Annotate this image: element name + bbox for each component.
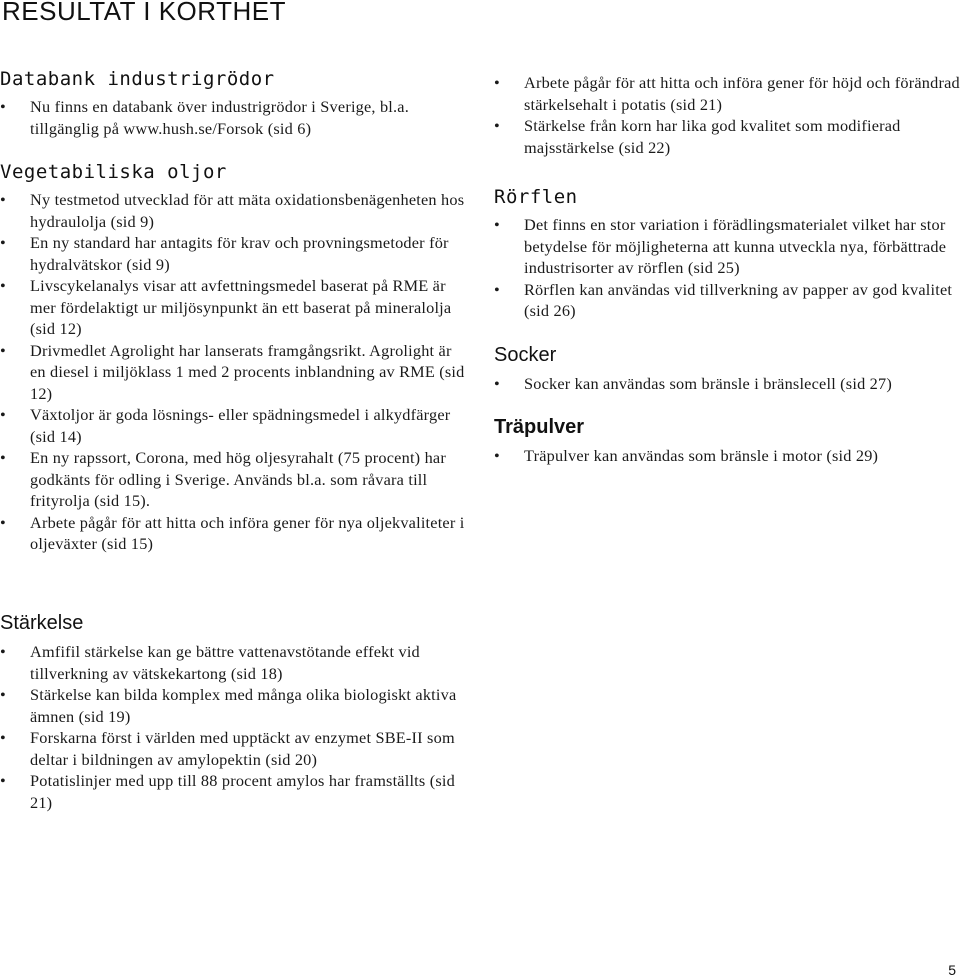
list-item — [0, 770, 470, 813]
databank-list — [0, 96, 470, 139]
bullet-icon: • — [494, 279, 500, 299]
list-item-text: Arbete pågår för att hitta och införa gener för nya oljekvaliteter i oljeväxter (sid 15) — [30, 512, 465, 553]
list-item — [0, 340, 470, 405]
section-rorflen — [494, 186, 960, 322]
list-item-text: Nu finns en databank över industrigrödor i Sverige, bl.a. tillgänglig på www.hush.se/Forsok (sid 6) — [30, 97, 409, 138]
section-databank — [0, 68, 470, 139]
list-item-text: En ny standard har antagits för krav och provningsmetoder för hydralvätskor (sid 9) — [30, 233, 449, 274]
vegetabiliska-list — [0, 189, 470, 555]
list-item-text: Potatislinjer med upp till 88 procent amylos har framställts (sid 21) — [30, 771, 455, 812]
bullet-icon: • — [0, 642, 6, 661]
bullet-icon: • — [494, 116, 500, 135]
list-item — [0, 404, 470, 447]
starkelse-list — [0, 641, 470, 813]
bullet-icon: • — [494, 73, 500, 92]
list-item-text: Träpulver kan användas som bränsle i motor (sid 29) — [524, 446, 879, 465]
list-item-text: Stärkelse kan bilda komplex med många olika biologiskt aktiva ämnen (sid 19) — [30, 685, 457, 726]
list-item — [494, 72, 960, 115]
bullet-icon: • — [0, 728, 6, 747]
bullet-icon: • — [494, 215, 500, 234]
list-item-text: Stärkelse från korn har lika god kvalitet som modifierad majsstärkelse (sid 22) — [524, 116, 901, 157]
list-item — [0, 684, 470, 727]
socker-list — [494, 373, 960, 395]
list-item — [494, 445, 960, 467]
list-item-text: Livscykelanalys visar att avfettningsmedel baserat på RME är mer fördelaktigt ur miljösynpunkt än ett baserat på mineralolja (sid 12) — [30, 276, 452, 338]
list-item — [0, 275, 470, 340]
list-item-text: Forskarna först i världen med upptäckt av enzymet SBE-II som deltar i bildningen av amylopektin (sid 20) — [30, 728, 455, 769]
bullet-icon: • — [0, 448, 6, 467]
list-item — [0, 232, 470, 275]
list-item-text: Växtoljor är goda lösnings- eller spädningsmedel i alkydfärger (sid 14) — [30, 405, 451, 446]
list-item-text: Amfifil stärkelse kan ge bättre vattenavstötande effekt vid tillverkning av vätskekartong (sid 18) — [30, 642, 420, 683]
list-item-text: Ny testmetod utvecklad för att mäta oxidationsbenägenheten hos hydraulolja (sid 9) — [30, 190, 465, 231]
list-item-text: Socker kan användas som bränsle i bränslecell (sid 27) — [524, 373, 892, 393]
list-item-text: Arbete pågår för att hitta och införa gener för höjd och förändrad stärkelsehalt i potatis (sid 21) — [524, 73, 960, 114]
list-item — [0, 727, 470, 770]
bullet-icon: • — [494, 373, 500, 393]
list-item — [0, 189, 470, 232]
left-column-bottom — [0, 612, 470, 813]
rorflen-list — [494, 214, 960, 322]
bullet-icon: • — [0, 512, 6, 532]
right-column — [494, 72, 960, 467]
list-item — [0, 447, 470, 512]
section-socker — [494, 344, 960, 395]
starkelse-continued-list — [494, 72, 960, 158]
bullet-icon: • — [0, 276, 6, 295]
trapulver-list — [494, 445, 960, 467]
list-item-text: Drivmedlet Agrolight har lanserats framgångsrikt. Agrolight är en diesel i miljöklass 1 med 2 procents inblandning av RME (sid 12) — [30, 340, 465, 403]
bullet-icon: • — [0, 97, 6, 116]
bullet-icon: • — [0, 405, 6, 424]
section-heading-trapulver: Träpulver — [494, 416, 585, 438]
bullet-icon: • — [0, 340, 6, 360]
bullet-icon: • — [0, 233, 6, 252]
section-heading-rorflen: Rörflen — [494, 186, 578, 208]
page-title: RESULTAT I KORTHET — [2, 0, 286, 26]
section-heading-databank: Databank industrigrödor — [0, 68, 275, 90]
section-heading-starkelse: Stärkelse — [0, 612, 84, 634]
bullet-icon: • — [494, 446, 500, 465]
bullet-icon: • — [0, 685, 6, 704]
list-item — [494, 373, 960, 395]
section-starkelse-continued — [494, 72, 960, 158]
page-number: 5 — [948, 962, 956, 978]
left-column — [0, 68, 470, 555]
section-vegetabiliska-oljor — [0, 161, 470, 555]
list-item — [494, 214, 960, 279]
bullet-icon: • — [0, 190, 6, 209]
section-heading-vegetabiliska-oljor: Vegetabiliska oljor — [0, 161, 227, 183]
list-item — [494, 115, 960, 158]
bullet-icon: • — [0, 771, 6, 790]
list-item — [494, 279, 960, 322]
list-item-text: Rörflen kan användas vid tillverkning av papper av god kvalitet (sid 26) — [524, 279, 953, 320]
list-item-text: Det finns en stor variation i förädlingsmaterialet vilket har stor betydelse för möjligheterna att kunna utveckla nya, förbättrade industrisorter av rörflen (sid 25) — [524, 215, 947, 277]
section-starkelse — [0, 612, 470, 813]
list-item — [0, 641, 470, 684]
list-item — [0, 96, 470, 139]
list-item-text: En ny rapssort, Corona, med hög oljesyrahalt (75 procent) har godkänts för odling i Sverige. Används bl.a. som råvara till frityrolja (sid 15). — [30, 448, 446, 510]
list-item — [0, 512, 470, 555]
section-trapulver — [494, 416, 960, 467]
section-heading-socker: Socker — [494, 343, 557, 366]
